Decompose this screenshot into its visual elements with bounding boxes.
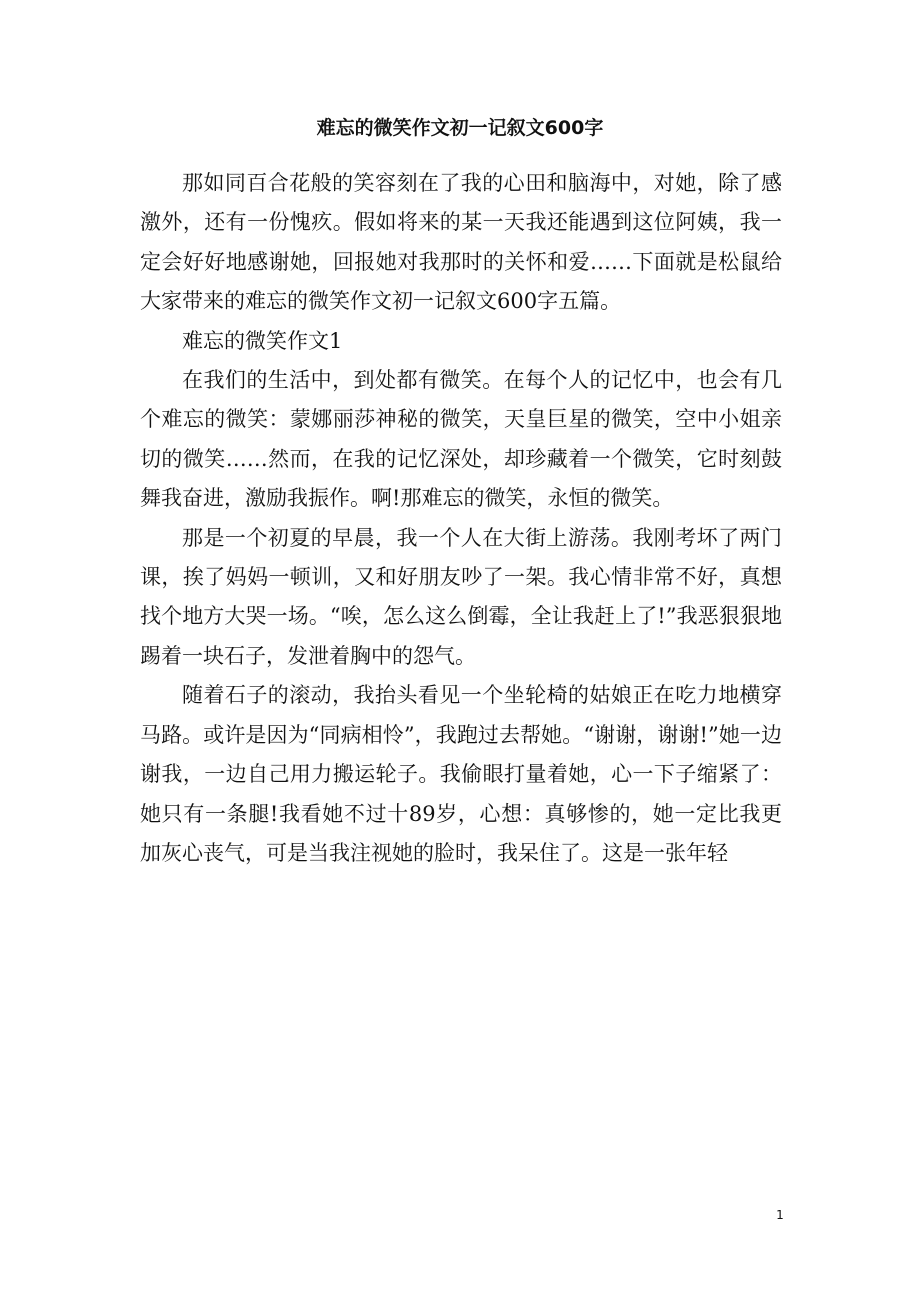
body-paragraph: 那是一个初夏的早晨，我一个人在大街上游荡。我刚考坏了两门课，挨了妈妈一顿训，又和好朋友吵了一架。我心情非常不好，真想找个地方大哭一场。“唉，怎么这么倒霉，全让我赶上了!”我恶狠狠地踢着一块石子，发泄着胸中的怨气。 [140, 525, 782, 668]
document-body [140, 164, 782, 873]
body-paragraph: 随着石子的滚动，我抬头看见一个坐轮椅的姑娘正在吃力地横穿马路。或许是因为“同病相怜”，我跑过去帮她。“谢谢，谢谢!”她一边谢我，一边自己用力搬运轮子。我偷眼打量着她，心一下子缩紧了：她只有一条腿!我看她不过十89岁，心想：真够惨的，她一定比我更加灰心丧气，可是当我注视她的脸时，我呆住了。这是一张年轻 [140, 683, 782, 865]
section-heading: 难忘的微笑作文1 [182, 328, 343, 353]
page-number: 1 [776, 1208, 784, 1222]
body-paragraph: 在我们的生活中，到处都有微笑。在每个人的记忆中，也会有几个难忘的微笑：蒙娜丽莎神秘的微笑，天皇巨星的微笑，空中小姐亲切的微笑……然而，在我的记忆深处，却珍藏着一个微笑，它时刻鼓舞我奋进，激励我振作。啊!那难忘的微笑，永恒的微笑。 [140, 368, 782, 511]
intro-paragraph: 那如同百合花般的笑容刻在了我的心田和脑海中，对她，除了感激外，还有一份愧疚。假如将来的某一天我还能遇到这位阿姨，我一定会好好地感谢她，回报她对我那时的关怀和爱……下面就是松鼠给大家带来的难忘的微笑作文初一记叙文600字五篇。 [140, 171, 782, 314]
document-title: 难忘的微笑作文初一记叙文600字 [316, 117, 604, 139]
